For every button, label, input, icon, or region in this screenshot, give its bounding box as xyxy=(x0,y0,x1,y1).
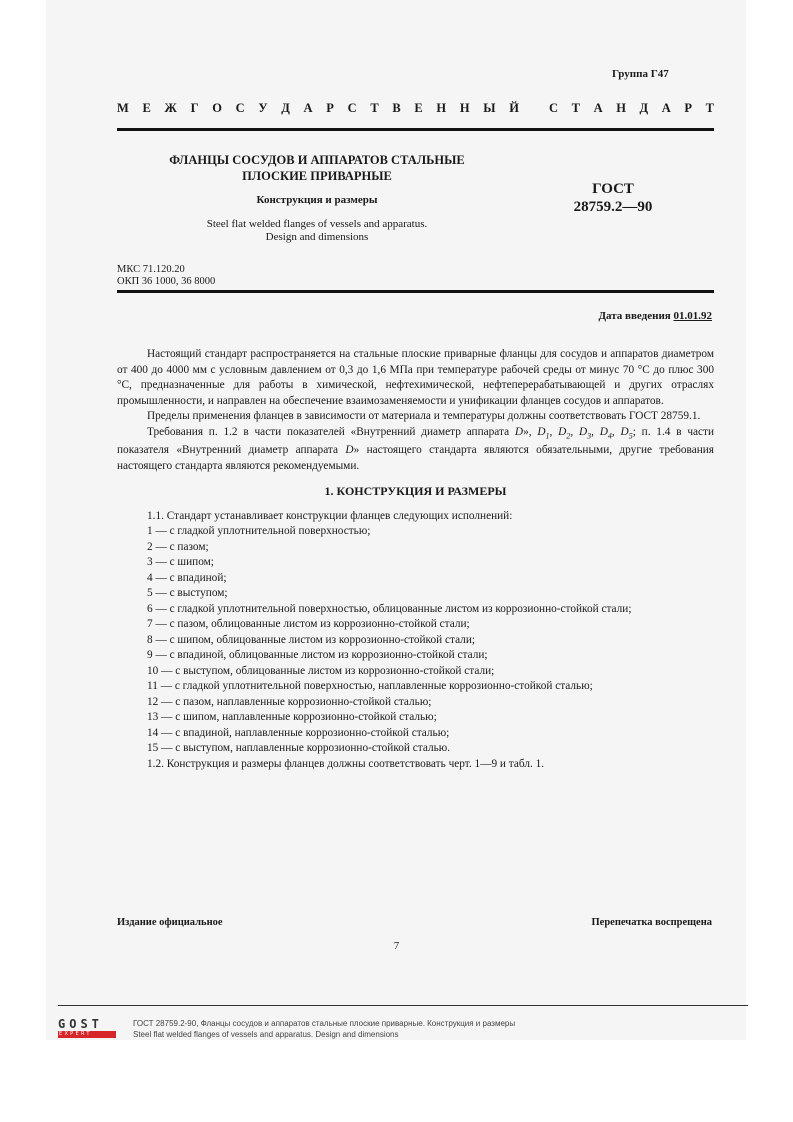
list-item: 11 — с гладкой уплотнительной поверхностью, наплавленные коррозионно-стойкой сталью; xyxy=(147,680,593,693)
classification-codes xyxy=(117,264,215,288)
heading-letter: Е xyxy=(142,101,151,115)
title-line-1: ФЛАНЦЫ СОСУДОВ И АППАРАТОВ СТАЛЬНЫЕ xyxy=(169,153,465,167)
standard-designation xyxy=(548,180,678,216)
page-number: 7 xyxy=(393,941,400,952)
heading-letter: Т xyxy=(705,101,714,115)
designation-line-2: 28759.2—90 xyxy=(573,199,653,215)
heading-letter: Р xyxy=(326,101,334,115)
logo-top-text: GOST xyxy=(58,1017,103,1031)
english-title-line-1: Steel flat welded flanges of vessels and apparatus. xyxy=(206,218,428,230)
paragraph-scope: Настоящий стандарт распространяется на стальные плоские приварные фланцы для сосудов и аппаратов диаметром от 400 до 4000 мм с условным давлением от 0,3 до 1,6 МПа при температуре рабочей среды от минус 70 °С до плюс 300 °С, предназначенные для работы в химической, нефтехимической, нефтеперерабатывающей и других отраслях промышленности, и направлен на обеспечение взаимозаменяемости и унификации фланцев сосудов и аппаратов. xyxy=(117,348,714,407)
list-item: 12 — с пазом, наплавленные коррозионно-стойкой сталью; xyxy=(147,695,432,708)
heading-letter: Д xyxy=(639,101,649,115)
interstate-word xyxy=(117,101,519,116)
title-line-2: ПЛОСКИЕ ПРИВАРНЫЕ xyxy=(242,169,392,183)
heading-letter: Р xyxy=(684,101,692,115)
source-caption xyxy=(133,1018,515,1040)
title-block xyxy=(117,152,517,244)
diameter-list: $D_1$, $D_2$, $D_3$, $D_4$, $D_5$ xyxy=(537,425,633,440)
clause-1-2: 1.2. Конструкция и размеры фланцев должны соответствовать черт. 1—9 и табл. 1. xyxy=(147,757,545,770)
codes-rule xyxy=(117,290,714,293)
okp-code: ОКП 36 1000, 36 8000 xyxy=(117,276,216,287)
list-item: 5 — с выступом; xyxy=(147,587,228,600)
list-item: 13 — с шипом, наплавленные коррозионно-стойкой сталью; xyxy=(147,711,437,724)
list-item: 14 — с впадиной, наплавленные коррозионно-стойкой сталью; xyxy=(147,726,450,739)
list-item: 9 — с впадиной, облицованные листом из коррозионно-стойкой стали; xyxy=(147,649,488,662)
heading-letter: А xyxy=(303,101,313,115)
list-item: 6 — с гладкой уплотнительной поверхностью, облицованные листом из коррозионно-стойкой стали; xyxy=(147,602,632,615)
reprint-note: Перепечатка воспрещена xyxy=(591,917,712,928)
heading-letter: Н xyxy=(459,101,470,115)
mks-code: МКС 71.120.20 xyxy=(117,264,185,275)
gost-expert-logo xyxy=(58,1018,116,1038)
list-item: 10 — с выступом, облицованные листом из коррозионно-стойкой стали; xyxy=(147,664,495,677)
list-item: 8 — с шипом, облицованные листом из коррозионно-стойкой стали; xyxy=(147,633,476,646)
heading-letter: А xyxy=(661,101,671,115)
heading-letter: Й xyxy=(509,101,519,115)
designation-line-1: ГОСТ xyxy=(592,181,634,197)
introduction-date xyxy=(598,310,712,322)
heading-letter: Е xyxy=(414,101,423,115)
heading-letter: Д xyxy=(281,101,290,115)
list-item: 2 — с пазом; xyxy=(147,540,209,553)
logo-bottom-text: EXPERT xyxy=(58,1031,116,1038)
list-item: 4 — с впадиной; xyxy=(147,571,227,584)
english-title-line-2: Design and dimensions xyxy=(265,231,369,243)
heading-letter: Т xyxy=(571,101,580,115)
standard-word xyxy=(549,101,714,116)
intro-date-label: Дата введения xyxy=(598,310,671,322)
list-item: 1 — с гладкой уплотнительной поверхностью; xyxy=(147,525,371,538)
heading-letter: Ы xyxy=(483,101,496,115)
source-caption-en: Steel flat welded flanges of vessels and apparatus. Design and dimensions xyxy=(133,1030,399,1039)
heading-letter: А xyxy=(593,101,603,115)
source-divider xyxy=(58,1005,748,1006)
interstate-standard-heading xyxy=(117,101,714,116)
header-rule xyxy=(117,128,714,131)
heading-letter: Ж xyxy=(164,101,177,115)
paragraph-requirements: Требования п. 1.2 в части показателей «Внутренний диаметр аппарата D», $D_1$, $D_2$, $D_3$, $D_4$, $D_5$; п. 1.4 в части показателя «Внутренний диаметр аппарата D» настоящего стандарта являются обязательными, другие требования настоящего стандарта являются рекомендуемыми. xyxy=(117,425,715,472)
group-code: Группа Г47 xyxy=(612,68,669,80)
list-item: 7 — с пазом, облицованные листом из коррозионно-стойкой стали; xyxy=(147,618,470,631)
source-caption-ru: ГОСТ 28759.2-90, Фланцы сосудов и аппаратов стальные плоские приварные. Конструкция и размеры xyxy=(133,1019,516,1028)
document-body xyxy=(117,347,714,772)
heading-letter: Г xyxy=(190,101,199,115)
clause-1-1: 1.1. Стандарт устанавливает конструкции фланцев следующих исполнений: xyxy=(147,509,513,522)
list-item: 15 — с выступом, наплавленные коррозионно-стойкой сталью. xyxy=(147,742,451,755)
heading-letter: М xyxy=(117,101,129,115)
heading-letter: Н xyxy=(616,101,626,115)
subtitle: Конструкция и размеры xyxy=(256,194,378,206)
heading-letter: О xyxy=(212,101,222,115)
list-item: 3 — с шипом; xyxy=(147,556,214,569)
paragraph-limits: Пределы применения фланцев в зависимости от материала и температуры должны соответствовать ГОСТ 28759.1. xyxy=(147,410,701,422)
heading-letter: В xyxy=(392,101,401,115)
heading-letter: С xyxy=(235,101,245,115)
flange-types-list xyxy=(117,524,714,757)
heading-letter: У xyxy=(258,101,268,115)
heading-letter: С xyxy=(347,101,357,115)
heading-letter: С xyxy=(549,101,559,115)
edition-note: Издание официальное xyxy=(117,917,223,928)
intro-date-value: 01.01.92 xyxy=(673,310,712,322)
section-title: 1. КОНСТРУКЦИЯ И РАЗМЕРЫ xyxy=(324,484,507,499)
heading-letter: Н xyxy=(436,101,447,115)
heading-letter: Т xyxy=(370,101,379,115)
